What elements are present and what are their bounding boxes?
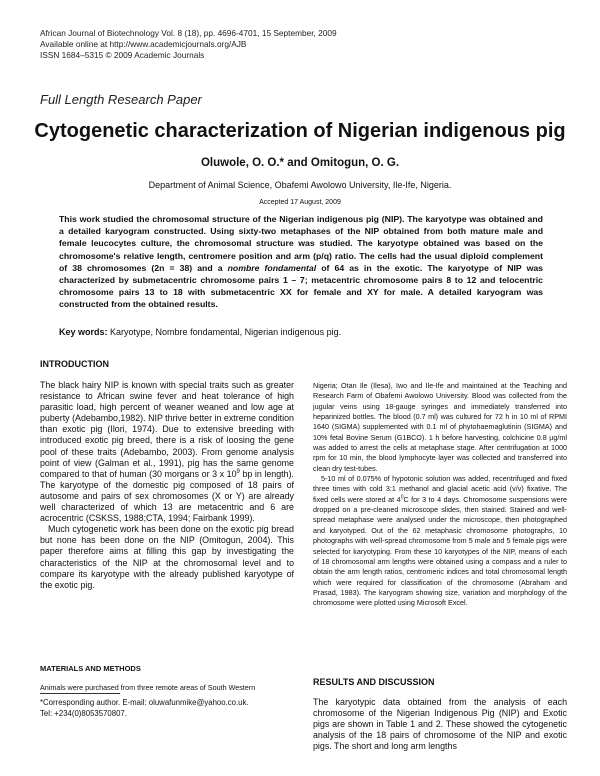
footnote-divider bbox=[40, 693, 120, 694]
journal-issn: ISSN 1684–5315 © 2009 Academic Journals bbox=[40, 50, 205, 60]
paper-title: Cytogenetic characterization of Nigerian indigenous pig bbox=[34, 120, 566, 142]
introduction-paragraph-2: Much cytogenetic work has been done on the exotic pig bread but none has been done on the NIP (Omitogun, 2004). This paper therefore aims at filling this gap by investigating the characteristics of the NIP at the chromosomal level and to compare its karyotype with the already published karyotype of the exotic pig. bbox=[40, 524, 294, 590]
footnote-email: *Corresponding author. E-mail: oluwafunmike@yahoo.co.uk. bbox=[40, 698, 249, 707]
paper-type: Full Length Research Paper bbox=[40, 92, 202, 107]
authors: Oluwole, O. O.* and Omitogun, O. G. bbox=[200, 157, 400, 169]
keywords-text: Karyotype, Nombre fondamental, Nigerian indigenous pig. bbox=[110, 327, 342, 337]
affiliation: Department of Animal Science, Obafemi Awolowo University, Ile-Ife, Nigeria. bbox=[148, 180, 452, 190]
introduction-paragraph-1 bbox=[40, 380, 294, 524]
results-paragraph-1: The karyotypic data obtained from the analysis of each chromosome of the Nigerian Indigenous Pig (NIP) and Exotic pigs are shown in Table 1 and 2. These showed the cytogenetic analysis of the 18 pairs of chromosome of the NIP and exotic pigs. The short and long arm lengths bbox=[313, 697, 567, 752]
keywords bbox=[59, 326, 543, 338]
results-heading: RESULTS AND DISCUSSION bbox=[313, 677, 435, 687]
abstract bbox=[59, 213, 543, 311]
footnote bbox=[40, 697, 300, 719]
journal-url: Available online at http://www.academicjournals.org/AJB bbox=[40, 39, 247, 49]
intro-p1-superscript: 9 bbox=[236, 468, 240, 475]
abstract-italic-term: nombre fondamental bbox=[227, 262, 317, 273]
introduction-body bbox=[40, 380, 294, 591]
intro-p1-text-cont: bp in length). The karyotype of the domestic pig composed of 18 pairs of autosome and pairs of sex chromosomes (X or Y) are already well characterized of which 13 are metacentric and 6 are acrocentric (CSKSS, 1988;CTA, 1994; Fairbank 1999). bbox=[40, 468, 295, 524]
keywords-label: Key words: bbox=[59, 327, 108, 337]
accepted-date: Accepted 17 August, 2009 bbox=[259, 199, 341, 206]
journal-citation: African Journal of Biotechnology Vol. 8 (18), pp. 4696-4701, 15 September, 2009 bbox=[40, 28, 337, 38]
journal-header bbox=[40, 28, 337, 61]
methods-body-continued bbox=[313, 381, 567, 609]
methods-paragraph-3 bbox=[313, 474, 567, 608]
intro-p1-text: The black hairy NIP is known with special traits such as greater resistance to African swine fever and heat tolerance of high parasitic load, high percent of weaner weaned and low age at puberty (Adebambo,1982). NIP thrive better in extreme condition than exotic pig (Ilori, 1974). Due to extensive breeding with introduced exotic pig breed, there is a risk of loosing the gene pool of these traits (Adebambo, 2003). From genome analysis point of view (Galman et al., 1991), pig has the same genome compared to that of human (30 morgans or 3 x 10 bbox=[40, 380, 294, 479]
introduction-heading: INTRODUCTION bbox=[40, 359, 109, 369]
abstract-text-part2: of 64 as in the exotic. The karyotype of NIP was characterized by submetacentric chromosome pairs 1 – 7; metacentric chromosome pairs 8 to 12 and telocentric chromosome pairs 13 to 18 with submetacentric XX for female and XY for male. A detailed karyogram was constructed from the obtained results. bbox=[59, 262, 543, 310]
methods-p3-superscript: 0 bbox=[400, 494, 404, 501]
methods-p3-text-cont: C for 3 to 4 days. Chromosome suspensions were dropped on a pre-cleaned microscope slides, then stained. Stained and well-spread metaphase were analysed under the microscope, then photographed and karyotyped. Out of the 62 metaphasic chromosome photographs, 10 photographs with well-spread chromosome from 5 male and 5 female pigs were selected for karyotyping. From these 10 karyotypes of the NIP, means of each of 18 chromosomal arm lengths were obtained using a compass and a ruler to obtain the arm length ratios, centromeric indices and total chromosomal length which were required for classification of the chromosome (Abraham and Prasad, 1983). The karyogram showing size, variation and morphology of the chromosome were plotted using Microsoft Excel. bbox=[313, 494, 567, 608]
abstract-text-part1: This work studied the chromosomal structure of the Nigerian indigenous pig (NIP). The karyotype was obtained and a detailed karyogram constructed. Using sixty-two metaphases of the NIP obtained from both mature male and female leucocytes culture, the chromosomal structure was studied. The karyotype obtained was based on the chromosome's relative length, centromere position and arm (p/q) ratio. The cells had the usual diploid complement of 38 chromosomes (2n = 38) and a bbox=[59, 214, 543, 273]
methods-p3-text: 5-10 ml of 0.075% of hypotonic solution was added, recentrifuged and fixed three times with cold 3:1 methanol and glacial acetic acid (v/v) fixative. The fixed cells were stored at 4 bbox=[313, 474, 567, 504]
footnote-phone: Tel: +234(0)8053570807. bbox=[40, 709, 127, 718]
methods-paragraph-1: Animals were purchased from three remote areas of South Western bbox=[40, 683, 256, 692]
methods-heading: MATERIALS AND METHODS bbox=[40, 664, 141, 673]
methods-paragraph-2: Nigeria; Otan Ile (Ilesa), Iwo and Ile-Ife and maintained at the Teaching and Research Farm of Obafemi Awolowo University. Blood was collected from the jugular veins using 18-gauge syringes and immediately transferred into heparinized bottles. The blood (0.7 ml) was cultured for 72 h in 10 ml of RPMI 1640 (SIGMA) supplemented with 0.1 ml of phytohaemaglutinin (SIGMA) and 10% fetal Bovine Serum (G1BCO). 1 h before harvesting, colchicine 0.8 µg/ml was added to arrest the cells at metaphase stage. After centrifugation at 1000 rpm for 10 min, the blood lymphocyte layer was collected and transferred into clean dry test-tubes. bbox=[313, 381, 567, 473]
